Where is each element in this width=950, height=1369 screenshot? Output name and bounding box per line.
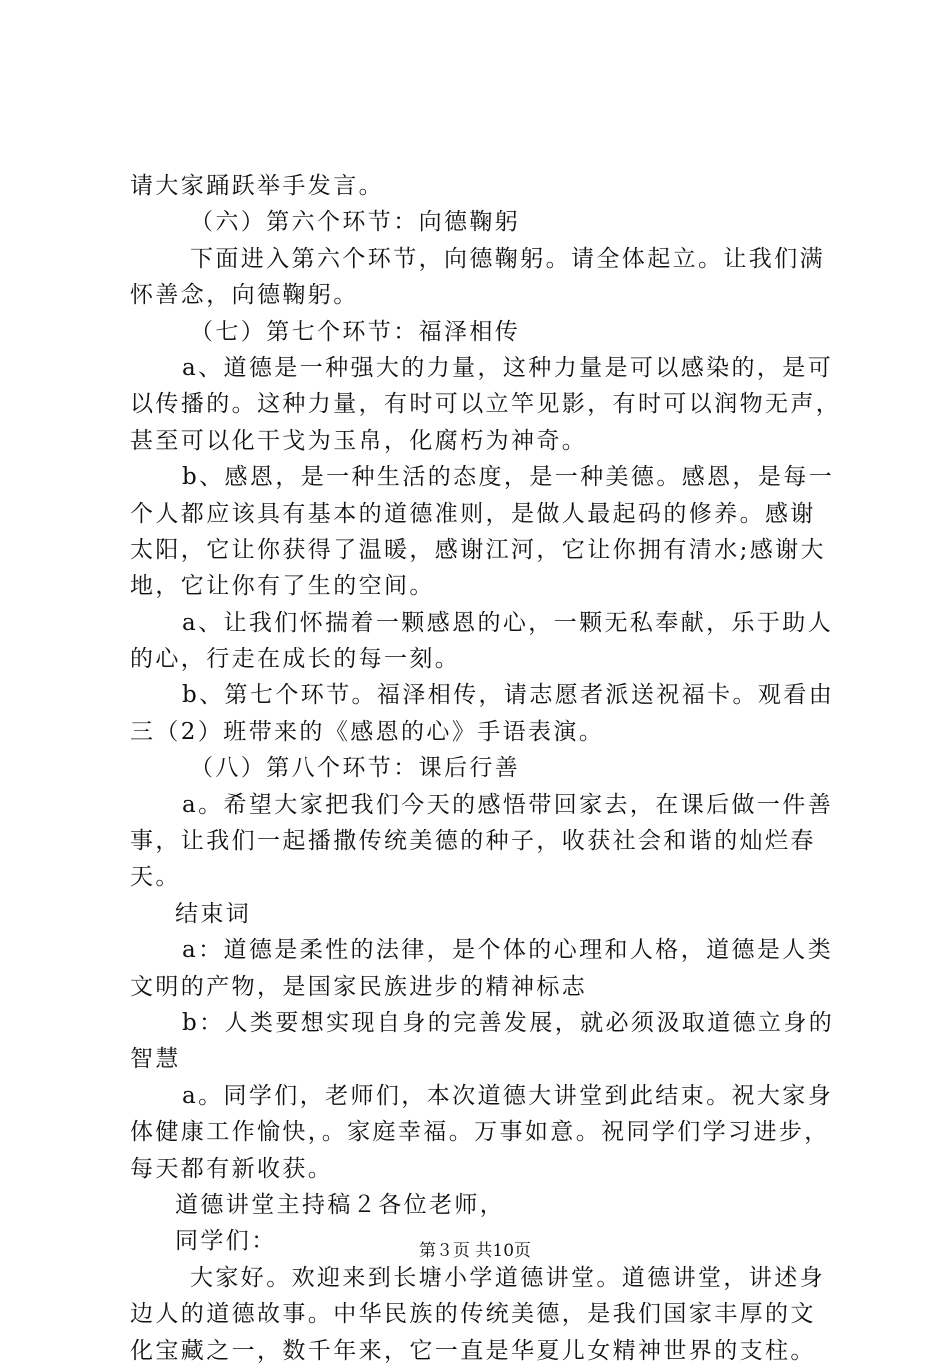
text-line: 请大家踊跃举手发言。	[130, 173, 384, 199]
text-line: 的心，行走在成长的每一刻。	[130, 646, 461, 673]
text-line: 个人都应该具有基本的道德准则，是做人最起码的修养。感谢	[130, 500, 816, 527]
text-line: 事，让我们一起播撒传统美德的种子，收获社会和谐的灿烂春	[130, 828, 816, 855]
text-line: 大家好。欢迎来到长塘小学道德讲堂。道德讲堂，讲述身	[190, 1264, 825, 1291]
body-text	[130, 168, 842, 1369]
text-line: 以传播的。这种力量，有时可以立竿见影，有时可以润物无声，	[130, 391, 842, 418]
text-line: 同学们：	[175, 1228, 277, 1255]
section-heading: （八）第八个环节：课后行善	[190, 755, 521, 782]
text-line: 地，它让你有了生的空间。	[130, 573, 435, 600]
text-line: b、第七个环节。福泽相传，请志愿者派送祝福卡。观看由	[182, 682, 835, 709]
section-heading: （六）第六个环节：向德鞠躬	[190, 209, 521, 236]
text-line: 文明的产物，是国家民族进步的精神标志	[130, 973, 588, 1000]
page-number-footer: 第３页 共10页	[418, 1241, 532, 1261]
text-line: b、感恩，是一种生活的态度，是一种美德。感恩，是每一	[182, 464, 835, 491]
section-heading: 结束词	[175, 900, 252, 927]
text-line: a。同学们，老师们，本次道德大讲堂到此结束。祝大家身	[182, 1082, 834, 1109]
text-line: a：道德是柔性的法律，是个体的心理和人格，道德是人类	[182, 937, 834, 964]
text-line: b：人类要想实现自身的完善发展，就必须汲取道德立身的	[182, 1009, 835, 1036]
text-line: a。希望大家把我们今天的感悟带回家去，在课后做一件善	[182, 791, 834, 818]
text-line: 甚至可以化干戈为玉帛，化腐朽为神奇。	[130, 427, 588, 454]
text-line: 三（2）班带来的《感恩的心》手语表演。	[130, 718, 605, 745]
text-line: 道德讲堂主持稿２各位老师，	[175, 1191, 506, 1218]
text-line: 太阳，它让你获得了温暖，感谢江河，它让你拥有清水;感谢大	[130, 536, 826, 563]
text-line: 每天都有新收获。	[130, 1155, 334, 1182]
section-heading: （七）第七个环节：福泽相传	[190, 318, 521, 345]
text-line: 化宝藏之一，数千年来，它一直是华夏儿女精神世界的支柱。	[130, 1337, 816, 1364]
text-line: a、道德是一种强大的力量，这种力量是可以感染的，是可	[182, 354, 834, 381]
text-line: a、让我们怀揣着一颗感恩的心，一颗无私奉献，乐于助人	[182, 609, 834, 636]
text-line: 下面进入第六个环节，向德鞠躬。请全体起立。让我们满	[190, 245, 825, 272]
text-line: 体健康工作愉快，。家庭幸福。万事如意。祝同学们学习进步，	[130, 1119, 830, 1146]
text-line: 天。	[130, 864, 181, 891]
text-line: 边人的道德故事。中华民族的传统美德，是我们国家丰厚的文	[130, 1301, 816, 1328]
text-line: 怀善念，向德鞠躬。	[130, 282, 359, 309]
text-line: 智慧	[130, 1046, 181, 1073]
